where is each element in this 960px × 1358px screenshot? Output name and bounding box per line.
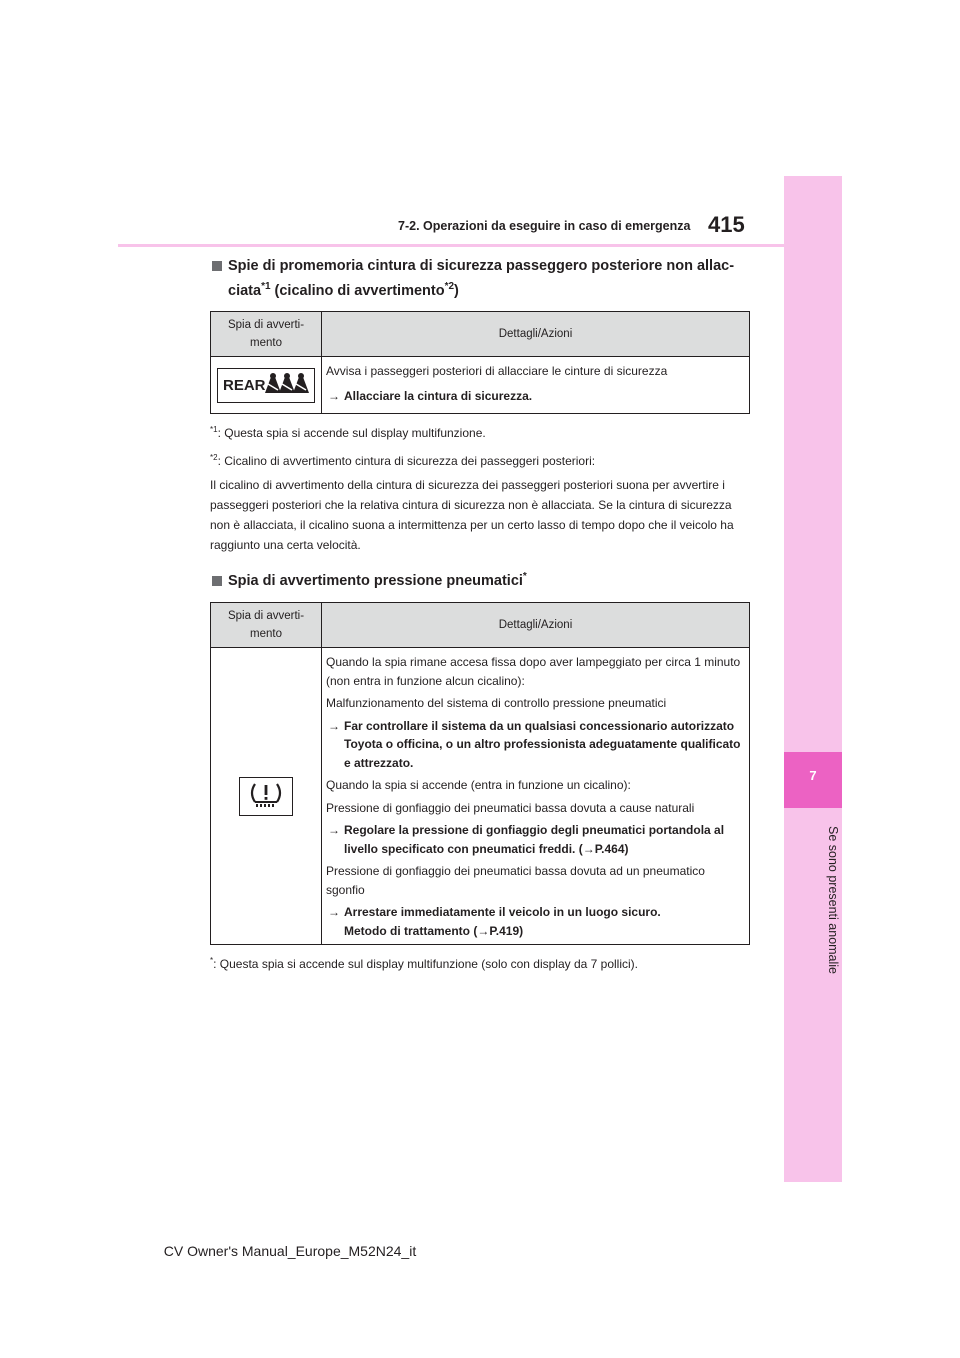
section1-heading: Spie di promemoria cintura di sicurezza passeggero posteriore non allac- ciata$^{*1}$ (cicalino di avvertimento$^{*2}$) (210, 254, 750, 304)
footnote-1: $^{*1}$: Questa spia si accende sul display multifunzione. (210, 425, 486, 440)
arrow-icon: → (328, 823, 340, 837)
cause-natural-low-pressure: Pressione di gonfiaggio dei pneumatici bassa dovuta a cause naturali (326, 800, 695, 815)
arrow-icon: → (328, 905, 340, 919)
warning-action: → Allacciare la cintura di sicurezza. (326, 387, 741, 406)
cause-malfunction: Malfunzionamento del sistema di controllo pressione pneumatici (326, 696, 667, 710)
tire-pressure-warning-table (210, 602, 750, 945)
chapter-side-tab (784, 176, 842, 1182)
condition-buzzer: Quando la spia si accende (entra in funzione un cicalino): (326, 778, 631, 792)
table-header-row (211, 603, 750, 648)
condition-flashing: Quando la spia rimane accesa fissa dopo aver lampeggiato per circa 1 minuto (non entra in funzione alcun cicalino): (326, 655, 741, 688)
arrow-icon: → (328, 718, 340, 733)
header-rule (118, 244, 784, 247)
section-title: 7-2. Operazioni da eseguire in caso di emergenza (398, 219, 691, 233)
action-stop-vehicle: → Arrestare immediatamente il veicolo in un luogo sicuro. Metodo di trattamento (→P.419) (328, 905, 661, 938)
chapter-title: Se sono presenti anomalie (826, 825, 840, 974)
action-adjust-pressure: → Regolare la pressione di gonfiaggio degli pneumatici portandola al livello specificato con pneumatici freddi. (→P.464) (328, 823, 725, 856)
table-header-row (211, 312, 750, 357)
manual-footer: CV Owner's Manual_Europe_M52N24_it (163, 1243, 417, 1259)
arrow-icon: → (328, 388, 340, 403)
footnote-2: $^{*2}$: Cicalino di avvertimento cintura di sicurezza dei passeggeri posteriori: (210, 453, 596, 468)
heading-bullet-icon (212, 261, 222, 271)
col-warning-light-header: Spia di avverti- mento (211, 312, 322, 357)
buzzer-description: Il cicalino di avvertimento della cintura di sicurezza dei passeggeri posteriori suona per avvertire i passeggeri posteriori che la relativa cintura di sicurezza non è allacciata. Se la cintura di sicurezza non è allacciata, il cicalino suona a intermittenza per un certo lasso di tempo dopo che il veicolo ha raggiunto una certa velocità. (210, 478, 734, 552)
page-content (210, 254, 750, 974)
col-details-header: Dettagli/Azioni (322, 312, 750, 357)
col-details-header: Dettagli/Azioni (322, 603, 750, 648)
seatbelt-warning-table (210, 311, 750, 414)
heading-bullet-icon (212, 576, 222, 586)
tire-pressure-warning-icon (239, 777, 293, 816)
table-row (211, 357, 750, 414)
chapter-number: 7 (809, 768, 817, 783)
page-number: 415 (708, 212, 745, 237)
col-warning-light-header: Spia di avverti- mento (211, 603, 322, 648)
cause-flat-tire: Pressione di gonfiaggio dei pneumatici bassa dovuta ad un pneumatico sgonfio (326, 864, 705, 897)
warning-details: Avvisa i passeggeri posteriori di allacciare le cinture di sicurezza (326, 364, 668, 378)
table-row (211, 648, 750, 945)
footnote-tire: *: Questa spia si accende sul display multifunzione (solo con display da 7 pollici). (210, 956, 639, 971)
rear-seatbelt-reminder-icon (217, 368, 315, 403)
svg-text:REAR: REAR (223, 376, 266, 394)
action-check-system: → Far controllare il sistema da un qualsiasi concessionario autorizzato Toyota o officina, o un altro professionista adeguatamente qualificato e attrezzato. (328, 718, 741, 770)
section2-heading: Spia di avvertimento pressione pneumatici* (210, 569, 750, 594)
